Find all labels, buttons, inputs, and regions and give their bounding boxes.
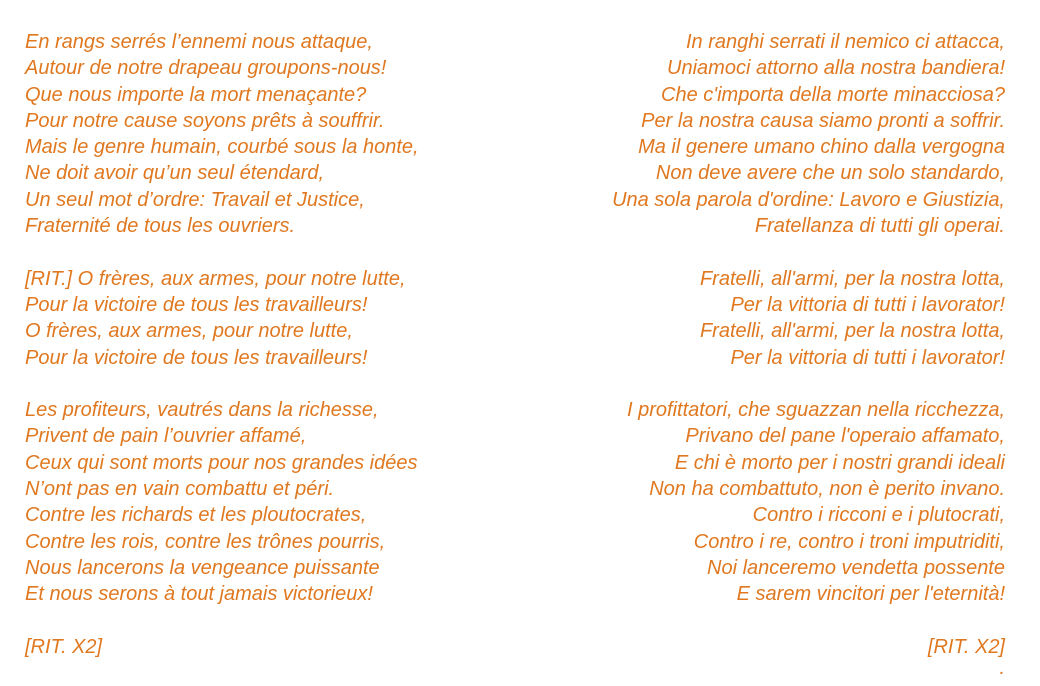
- lyric-line: Uniamoci attorno alla nostra bandiera!: [667, 57, 1005, 80]
- lyric-line: Fratelli, all'armi, per la nostra lotta,: [699, 320, 1005, 343]
- lyric-line: Contro i ricconi e i plutocrati,: [752, 504, 1005, 527]
- lyric-line: Ma il genere umano chino dalla vergogna: [638, 136, 1005, 159]
- lyric-line: E chi è morto per i nostri grandi ideali: [674, 451, 1005, 474]
- lyric-line: Mais le genre humain, courbé sous la honte,: [25, 136, 419, 159]
- lyric-line: Ne doit avoir qu’un seul étendard,: [25, 162, 325, 185]
- lyric-line: Privent de pain l’ouvrier affamé,: [25, 425, 307, 448]
- french-lyrics-column: [25, 29, 525, 686]
- lyric-line: [RIT.] O frères, aux armes, pour notre lutte,: [25, 267, 406, 290]
- italian-verse-1: [485, 29, 1005, 239]
- lyric-line: Non deve avere che un solo standardo,: [655, 162, 1005, 185]
- lyric-line: Non ha combattuto, non è perito invano.: [649, 478, 1005, 501]
- lyric-line: Per la vittoria di tutti i lavorator!: [730, 293, 1005, 316]
- lyric-line: Fratelli, all'armi, per la nostra lotta,: [699, 267, 1005, 290]
- italian-lyrics-column: [485, 29, 1005, 680]
- lyric-line: Pour la victoire de tous les travailleurs!: [25, 293, 368, 316]
- italian-verse-2: [485, 397, 1005, 607]
- lyric-line: Pour notre cause soyons prêts à souffrir.: [25, 109, 385, 132]
- french-refrain-note: [25, 634, 525, 660]
- lyric-line: Autour de notre drapeau groupons-nous!: [25, 57, 387, 80]
- lyric-line: Nous lancerons la vengeance puissante: [25, 556, 380, 579]
- lyric-line: Les profiteurs, vautrés dans la richesse,: [25, 399, 379, 422]
- lyric-line: Privano del pane l'operaio affamato,: [685, 425, 1005, 448]
- italian-chorus: [485, 266, 1005, 371]
- lyric-line: Per la vittoria di tutti i lavorator!: [730, 346, 1005, 369]
- lyric-line: N’ont pas en vain combattu et péri.: [25, 478, 335, 501]
- lyric-line: Contre les rois, contre les trônes pourris,: [25, 530, 386, 553]
- lyric-line: Contre les richards et les ploutocrates,: [25, 504, 367, 527]
- refrain-repeat-note: [RIT. X2]: [25, 635, 103, 658]
- lyric-line: Contro i re, contro i troni imputriditi,: [693, 530, 1005, 553]
- lyric-line: In ranghi serrati il nemico ci attacca,: [685, 31, 1005, 53]
- lyric-line: Una sola parola d'ordine: Lavoro e Giustizia,: [612, 188, 1005, 211]
- lyric-line: E sarem vincitori per l'eternità!: [736, 583, 1005, 606]
- lyric-line: Per la nostra causa siamo pronti a soffrir.: [641, 109, 1005, 132]
- refrain-repeat-note: [RIT. X2]: [927, 635, 1005, 658]
- lyric-line: Pour la victoire de tous les travailleurs!: [25, 346, 368, 369]
- lyric-line: Que nous importe la mort menaçante?: [25, 83, 367, 106]
- lyric-line: Un seul mot d’ordre: Travail et Justice,: [25, 188, 365, 211]
- lyric-line: I profittatori, che sguazzan nella ricchezza,: [627, 399, 1005, 422]
- lyric-line: Fratellanza di tutti gli operai.: [754, 215, 1005, 238]
- french-verse-1: [25, 29, 525, 239]
- lyric-line: En rangs serrés l’ennemi nous attaque,: [25, 31, 373, 53]
- lyric-line: Che c'importa della morte minacciosa?: [661, 83, 1005, 106]
- lyric-line: Fraternité de tous les ouvriers.: [25, 215, 296, 238]
- lyric-line: O frères, aux armes, pour notre lutte,: [25, 320, 353, 343]
- trailing-mark: .: [999, 657, 1005, 680]
- italian-refrain-note: [485, 634, 1005, 680]
- lyric-line: Et nous serons à tout jamais victorieux!: [25, 583, 373, 606]
- lyric-line: Noi lanceremo vendetta possente: [707, 556, 1005, 579]
- lyric-line: Ceux qui sont morts pour nos grandes idées: [25, 451, 418, 474]
- french-chorus: [25, 266, 525, 371]
- french-verse-2: [25, 397, 525, 607]
